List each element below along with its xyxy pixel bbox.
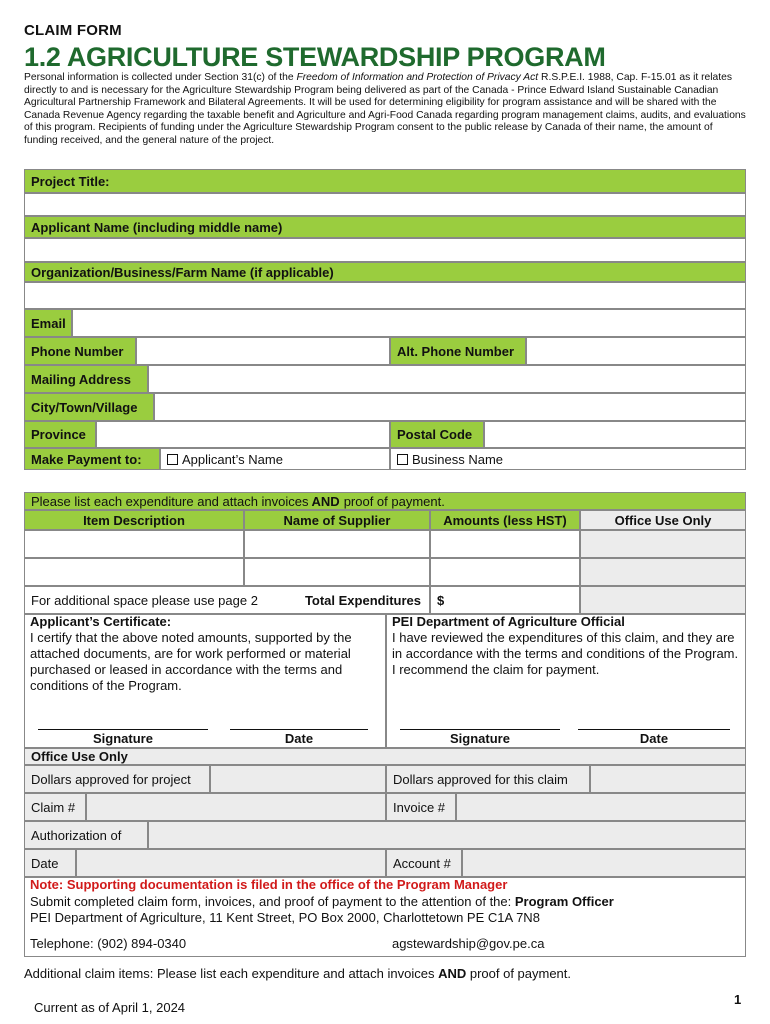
account-number-field — [462, 849, 746, 877]
instruction-text: Please list each expenditure and attach invoices — [31, 493, 309, 509]
official-signature-label: Signature — [450, 731, 510, 746]
claim-number-label: Claim # — [24, 793, 86, 821]
department-address: PEI Department of Agriculture, 11 Kent Street, PO Box 2000, Charlottetown PE C1A 7N8 — [30, 910, 540, 925]
email-field[interactable] — [72, 309, 746, 337]
claim-number-field — [86, 793, 386, 821]
account-number-label: Account # — [386, 849, 462, 877]
postal-code-label: Postal Code — [390, 421, 484, 448]
program-officer: Program Officer — [514, 894, 614, 909]
col-item-description: Item Description — [24, 510, 244, 530]
applicant-date-label: Date — [284, 731, 314, 746]
make-payment-label: Make Payment to: — [24, 448, 160, 470]
dollars-claim-field — [590, 765, 746, 793]
date-label: Date — [24, 849, 76, 877]
phone-label: Phone Number — [24, 337, 136, 365]
page-number: 1 — [734, 992, 742, 1007]
dollars-claim-label: Dollars approved for this claim — [386, 765, 590, 793]
office-use-total — [580, 586, 746, 614]
applicant-signature-label: Signature — [93, 731, 153, 746]
privacy-notice-part: Personal information is collected under Section 31(c) of the — [24, 72, 297, 83]
payment-option-applicant[interactable] — [160, 448, 390, 470]
official-certificate-text: I have reviewed the expenditures of this claim, and they are in accordance with the terms and conditions of the Program. I recommend the claim for payment. — [392, 630, 739, 677]
privacy-act-name: Freedom of Information and Protection of Privacy Act — [296, 72, 539, 83]
applicant-certificate-text: I certify that the above noted amounts, supported by the attached documents, are for work performed or material purchased or leased in accordance with the terms and conditions of the Program. — [30, 630, 352, 693]
page-title: 1.2 AGRICULTURE STEWARDSHIP PROGRAM — [24, 42, 606, 72]
project-title-field[interactable] — [24, 193, 746, 216]
organization-label: Organization/Business/Farm Name (if applicable) — [24, 262, 746, 282]
official-date-label: Date — [639, 731, 669, 746]
checkbox-icon[interactable] — [167, 454, 178, 465]
supplier-cell[interactable] — [244, 558, 430, 586]
payment-option-applicant-label: Applicant’s Name — [182, 451, 283, 467]
additional-claim-items — [24, 966, 571, 982]
office-use-cell — [580, 530, 746, 558]
email-label: Email — [24, 309, 72, 337]
checkbox-icon[interactable] — [397, 454, 408, 465]
applicant-certificate-heading: Applicant’s Certificate: — [30, 614, 172, 629]
applicant-name-label: Applicant Name (including middle name) — [24, 216, 746, 238]
alt-phone-field[interactable] — [526, 337, 746, 365]
privacy-notice-part: R.S.P.E.I. 1988, Cap. F-15.01 as it relates directly to and is necessary for the Agriculture Stewardship Program being delivered as part of the Canada - Prince Edward Island Sustainable Canadian Agricultural Partnership Framework and Bilateral Agreements. It will be used for determining eligibility for program assistance and will be shared with the Canada Revenue Agency regarding the taxable benefit and Agriculture and Agri-Food Canada regarding program management claims, audits, and evaluations of this program. Recipients of funding under the Agriculture Stewardship Program consent to the public release by Canada of their name, the amount of funding received, and the general nature of the project. — [24, 72, 746, 146]
col-office-use: Office Use Only — [580, 510, 746, 530]
applicant-signature-line[interactable] — [38, 729, 208, 730]
dollar-sign: $ — [437, 592, 445, 608]
item-description-cell[interactable] — [24, 558, 244, 586]
applicant-name-field[interactable] — [24, 238, 746, 262]
col-supplier: Name of Supplier — [244, 510, 430, 530]
total-row — [24, 586, 430, 614]
submit-text: Submit completed claim form, invoices, and proof of payment to the attention of the: — [30, 894, 515, 909]
date-field — [76, 849, 386, 877]
official-certificate-heading: PEI Department of Agriculture Official — [392, 614, 625, 629]
payment-option-business-label: Business Name — [412, 451, 504, 467]
invoice-number-field — [456, 793, 746, 821]
contact-email[interactable]: agstewardship@gov.pe.ca — [392, 936, 545, 951]
phone-field[interactable] — [136, 337, 390, 365]
privacy-notice — [24, 72, 746, 148]
province-field[interactable] — [96, 421, 390, 448]
dollars-project-field — [210, 765, 386, 793]
project-title-label: Project Title: — [24, 169, 746, 193]
additional-text: proof of payment. — [466, 966, 572, 981]
mailing-address-field[interactable] — [148, 365, 746, 393]
mailing-address-label: Mailing Address — [24, 365, 148, 393]
city-label: City/Town/Village — [24, 393, 154, 421]
telephone: Telephone: (902) 894-0340 — [30, 936, 187, 951]
additional-emphasis: AND — [438, 966, 467, 981]
supporting-docs-note: Note: Supporting documentation is filed in the office of the Program Manager — [30, 877, 508, 892]
total-label: Total Expenditures — [304, 592, 421, 608]
organization-field[interactable] — [24, 282, 746, 309]
dollars-project-label: Dollars approved for project — [24, 765, 210, 793]
official-signature-line[interactable] — [400, 729, 560, 730]
payment-option-business[interactable] — [390, 448, 746, 470]
expenditure-instruction — [24, 492, 746, 510]
applicant-date-line[interactable] — [230, 729, 368, 730]
office-use-heading: Office Use Only — [24, 748, 746, 765]
amount-cell[interactable] — [430, 558, 580, 586]
amount-cell[interactable] — [430, 530, 580, 558]
total-amount-field[interactable] — [430, 586, 580, 614]
submit-instruction — [30, 894, 614, 910]
additional-space-note: For additional space please use page 2 — [31, 592, 258, 608]
city-field[interactable] — [154, 393, 746, 421]
item-description-cell[interactable] — [24, 530, 244, 558]
province-label: Province — [24, 421, 96, 448]
instruction-emphasis: AND — [311, 493, 340, 509]
office-use-cell — [580, 558, 746, 586]
supplier-cell[interactable] — [244, 530, 430, 558]
form-kicker: CLAIM FORM — [24, 22, 122, 39]
postal-code-field[interactable] — [484, 421, 746, 448]
instruction-text: proof of payment. — [343, 493, 445, 509]
col-amount: Amounts (less HST) — [430, 510, 580, 530]
current-date-note: Current as of April 1, 2024 — [34, 1000, 186, 1015]
alt-phone-label: Alt. Phone Number — [390, 337, 526, 365]
official-date-line[interactable] — [578, 729, 730, 730]
authorization-label: Authorization of — [24, 821, 148, 849]
additional-text: Additional claim items: Please list each expenditure and attach invoices — [24, 966, 439, 981]
invoice-number-label: Invoice # — [386, 793, 456, 821]
authorization-field — [148, 821, 746, 849]
